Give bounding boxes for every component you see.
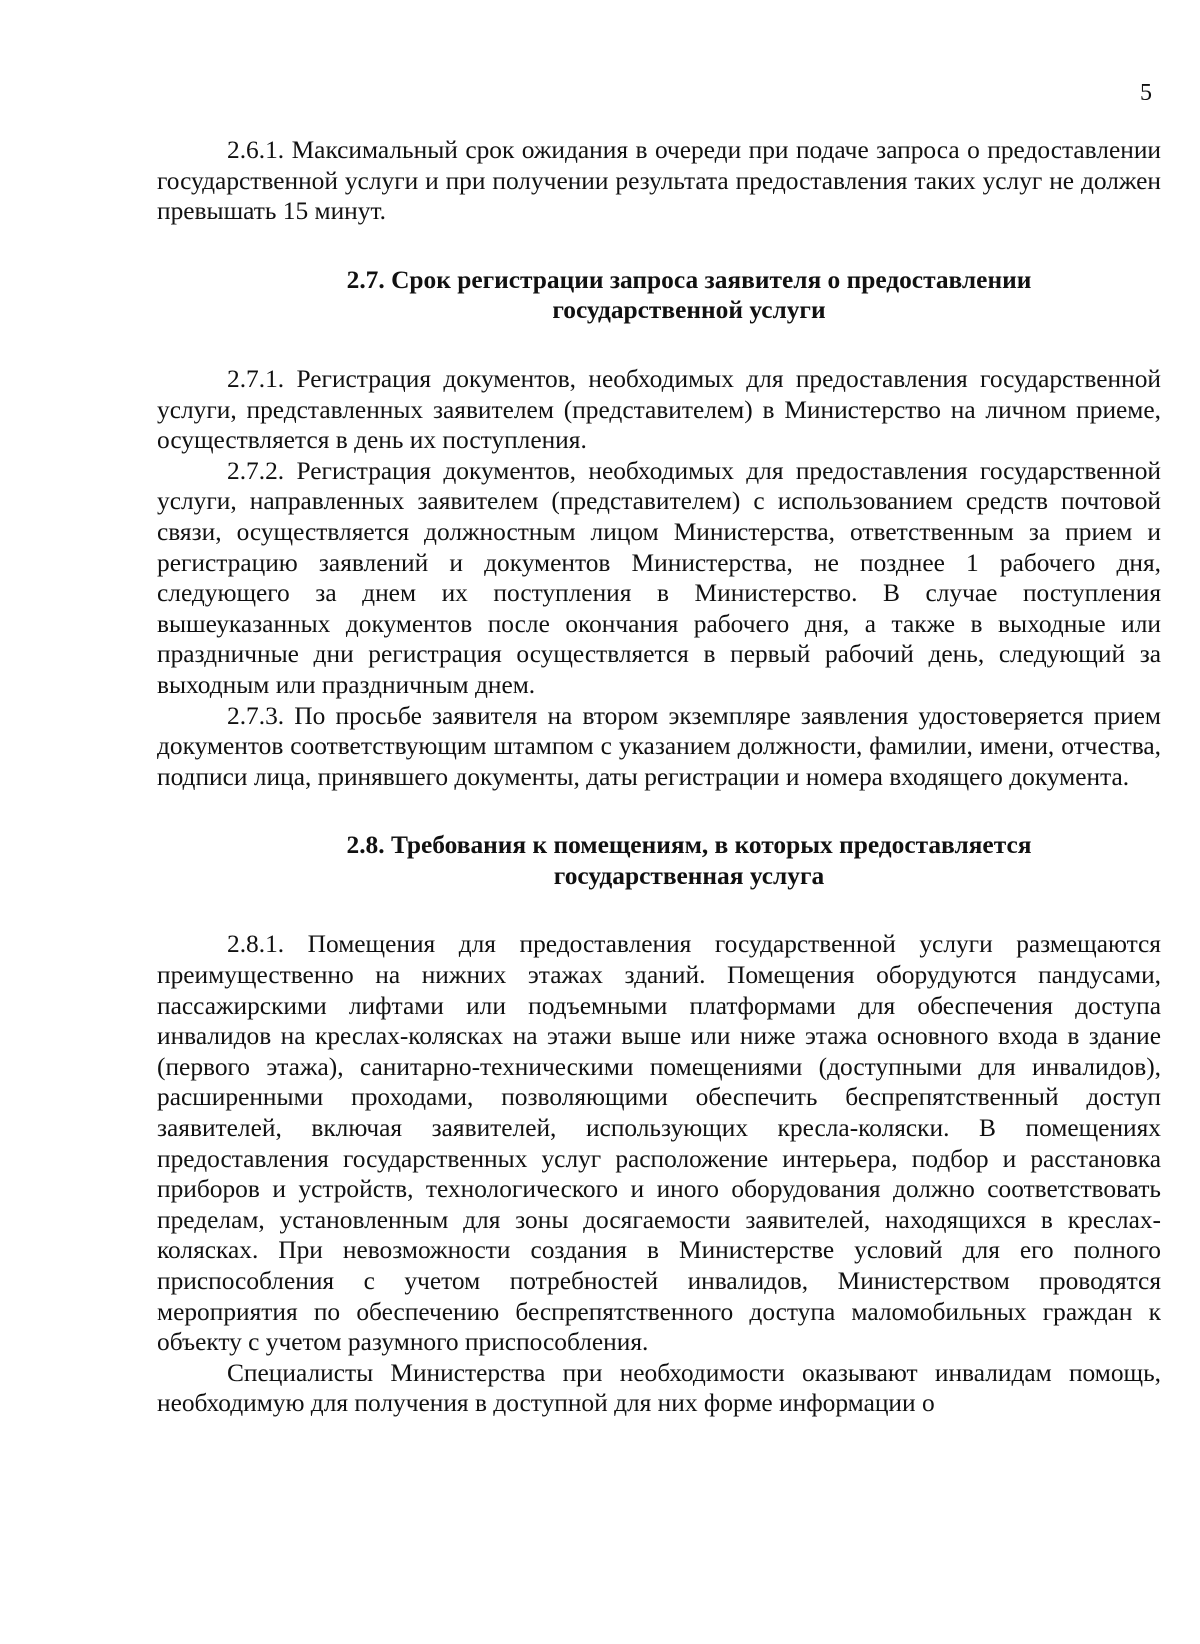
paragraph-2-7-2: 2.7.2. Регистрация документов, необходимых для предоставления государственной услуги, направленных заявителем (представителем) с использованием средств почтовой связи, осуществляется должностным лицом Министерства, ответственным за прием и регистрацию заявлений и документов Министерства, не позднее 1 рабочего дня, следующего за днем их поступления в Министерство. В случае поступления вышеуказанных документов после окончания рабочего дня, а также в выходные или праздничные дни регистрация осуществляется в первый рабочий день, следующий за выходным или праздничным днем. — [157, 456, 1161, 699]
page-number: 5 — [1140, 80, 1152, 106]
paragraph-specialists: Специалисты Министерства при необходимости оказывают инвалидам помощь, необходимую для получения в доступной для них форме информации о — [157, 1358, 1161, 1418]
paragraph-2-8-1: 2.8.1. Помещения для предоставления государственной услуги размещаются преимущественно на нижних этажах зданий. Помещения оборудуются пандусами, пассажирскими лифтами или подъемными платформами для обеспечения доступа инвалидов на креслах-колясках на этажи выше или ниже этажа основного входа в здание (первого этажа), санитарно-техническими помещениями (доступными для инвалидов), расширенными проходами, позволяющими обеспечить беспрепятственный доступ заявителей, включая заявителей, использующих кресла-коляски. В помещениях предоставления государственных услуг расположение интерьера, подбор и расстановка приборов и устройств, технологического и иного оборудования должно соответствовать пределам, установленным для зоны досягаемости заявителей, находящихся в креслах-колясках. При невозможности создания в Министерстве условий для его полного приспособления с учетом потребностей инвалидов, Министерством проводятся мероприятия по обеспечению беспрепятственного доступа маломобильных граждан к объекту с учетом разумного приспособления. — [157, 930, 1161, 1357]
paragraph-2-7-1: 2.7.1. Регистрация документов, необходимых для предоставления государственной услуги, представленных заявителем (представителем) в Министерство на личном приеме, осуществляется в день их поступления. — [157, 364, 1161, 455]
heading-2-7 — [157, 265, 1161, 326]
heading-2-7-line-2: государственной услуги — [552, 296, 826, 325]
paragraph-2-7-3: 2.7.3. По просьбе заявителя на втором экземпляре заявления удостоверяется прием документов соответствующим штампом с указанием должности, фамилии, имени, отчества, подписи лица, принявшего документы, даты регистрации и номера входящего документа. — [157, 701, 1161, 791]
heading-2-8-line-1: 2.8. Требования к помещениям, в которых предоставляется — [346, 831, 1032, 860]
heading-2-8 — [157, 830, 1161, 891]
paragraph-2-6-1: 2.6.1. Максимальный срок ожидания в очереди при подаче запроса о предоставлении государственной услуги и при получении результата предоставления таких услуг не должен превышать 15 минут. — [157, 136, 1161, 226]
heading-2-7-line-1: 2.7. Срок регистрации запроса заявителя о предоставлении — [346, 265, 1032, 294]
heading-2-8-line-2: государственная услуга — [553, 861, 825, 890]
document-body — [157, 135, 1161, 1419]
